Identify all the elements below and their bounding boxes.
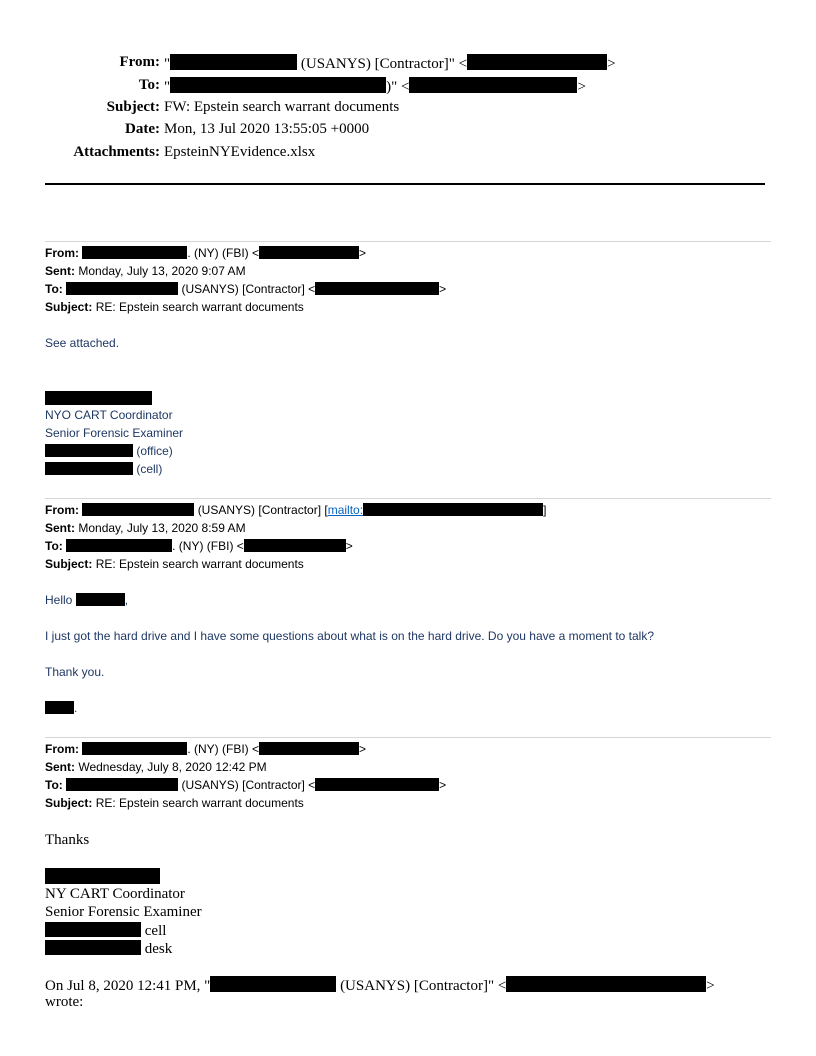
header-from-label: From: xyxy=(119,54,160,70)
header-divider xyxy=(45,183,765,185)
header-from-value: " (USANYS) [Contractor]" < > xyxy=(164,56,616,72)
redaction xyxy=(45,922,141,937)
email2-signoff: . xyxy=(45,701,77,715)
email3-to: To: (USANYS) [Contractor] < > xyxy=(45,778,447,792)
header-to-label: To: xyxy=(138,77,160,93)
email1-sig-title2: Senior Forensic Examiner xyxy=(45,426,184,440)
header-from-text: (USANYS) [Contractor]" < xyxy=(300,56,468,72)
header-date-value: Mon, 13 Jul 2020 13:55:05 +0000 xyxy=(164,121,370,137)
email1-body: See attached. xyxy=(45,336,120,350)
redaction xyxy=(45,444,133,457)
email1-sent: Sent: Monday, July 13, 2020 9:07 AM xyxy=(45,264,246,278)
message-divider xyxy=(45,737,771,738)
header-to-value: " )" < > xyxy=(164,79,586,95)
header-subject-value: FW: Epstein search warrant documents xyxy=(164,99,400,115)
header-to-text: )" < xyxy=(386,79,410,95)
redaction xyxy=(82,742,187,755)
redaction xyxy=(506,976,706,992)
redaction xyxy=(259,246,359,259)
redaction xyxy=(409,77,577,93)
redaction xyxy=(45,701,74,714)
redaction xyxy=(315,282,439,295)
header-date-label: Date: xyxy=(125,121,160,137)
quote-line2: wrote: xyxy=(45,994,84,1010)
redaction xyxy=(45,462,133,475)
email3-sig-title1: NY CART Coordinator xyxy=(45,886,185,902)
email3-from: From: . (NY) (FBI) < > xyxy=(45,742,367,756)
redaction xyxy=(259,742,359,755)
email2-subject: Subject: RE: Epstein search warrant documents xyxy=(45,557,304,571)
redaction xyxy=(244,539,346,552)
message-divider xyxy=(45,498,771,499)
redaction xyxy=(66,778,178,791)
email3-sig-desk: desk xyxy=(45,940,172,958)
redaction xyxy=(45,391,152,405)
header-attachments-label: Attachments: xyxy=(73,144,160,160)
redaction xyxy=(210,976,336,992)
email2-body2: Thank you. xyxy=(45,665,105,679)
email2-from: From: (USANYS) [Contractor] [mailto: ] xyxy=(45,503,547,517)
email2-to: To: . (NY) (FBI) < > xyxy=(45,539,353,553)
redaction xyxy=(467,54,607,70)
redaction xyxy=(45,868,160,884)
email1-sig-cell: (cell) xyxy=(45,462,162,476)
redaction xyxy=(45,940,141,955)
email1-sig-title1: NYO CART Coordinator xyxy=(45,408,173,422)
email1-subject: Subject: RE: Epstein search warrant documents xyxy=(45,300,304,314)
header-attachments-value[interactable]: EpsteinNYEvidence.xlsx xyxy=(164,144,316,160)
redaction xyxy=(66,539,172,552)
email3-sent: Sent: Wednesday, July 8, 2020 12:42 PM xyxy=(45,760,267,774)
quote-line1: On Jul 8, 2020 12:41 PM, " (USANYS) [Contractor]" < > xyxy=(45,978,715,994)
redaction xyxy=(82,503,194,516)
mailto-link[interactable]: mailto: xyxy=(327,503,364,517)
email1-from: From: . (NY) (FBI) < > xyxy=(45,246,367,260)
redaction xyxy=(363,503,543,516)
email2-greeting: Hello , xyxy=(45,593,129,607)
redaction xyxy=(66,282,178,295)
redaction xyxy=(315,778,439,791)
email3-body: Thanks xyxy=(45,832,90,848)
email3-sig-cell: cell xyxy=(45,922,166,940)
message-divider xyxy=(45,241,771,242)
email1-to: To: (USANYS) [Contractor] < > xyxy=(45,282,447,296)
redaction xyxy=(170,54,297,70)
email3-subject: Subject: RE: Epstein search warrant documents xyxy=(45,796,304,810)
email2-sent: Sent: Monday, July 13, 2020 8:59 AM xyxy=(45,521,246,535)
redaction xyxy=(170,77,386,93)
email1-sig-office: (office) xyxy=(45,444,173,458)
redaction xyxy=(76,593,125,606)
redaction xyxy=(82,246,187,259)
header-subject-label: Subject: xyxy=(106,99,160,115)
email2-body1: I just got the hard drive and I have some questions about what is on the hard drive. Do you have a moment to talk? xyxy=(45,629,655,643)
email3-sig-title2: Senior Forensic Examiner xyxy=(45,904,202,920)
